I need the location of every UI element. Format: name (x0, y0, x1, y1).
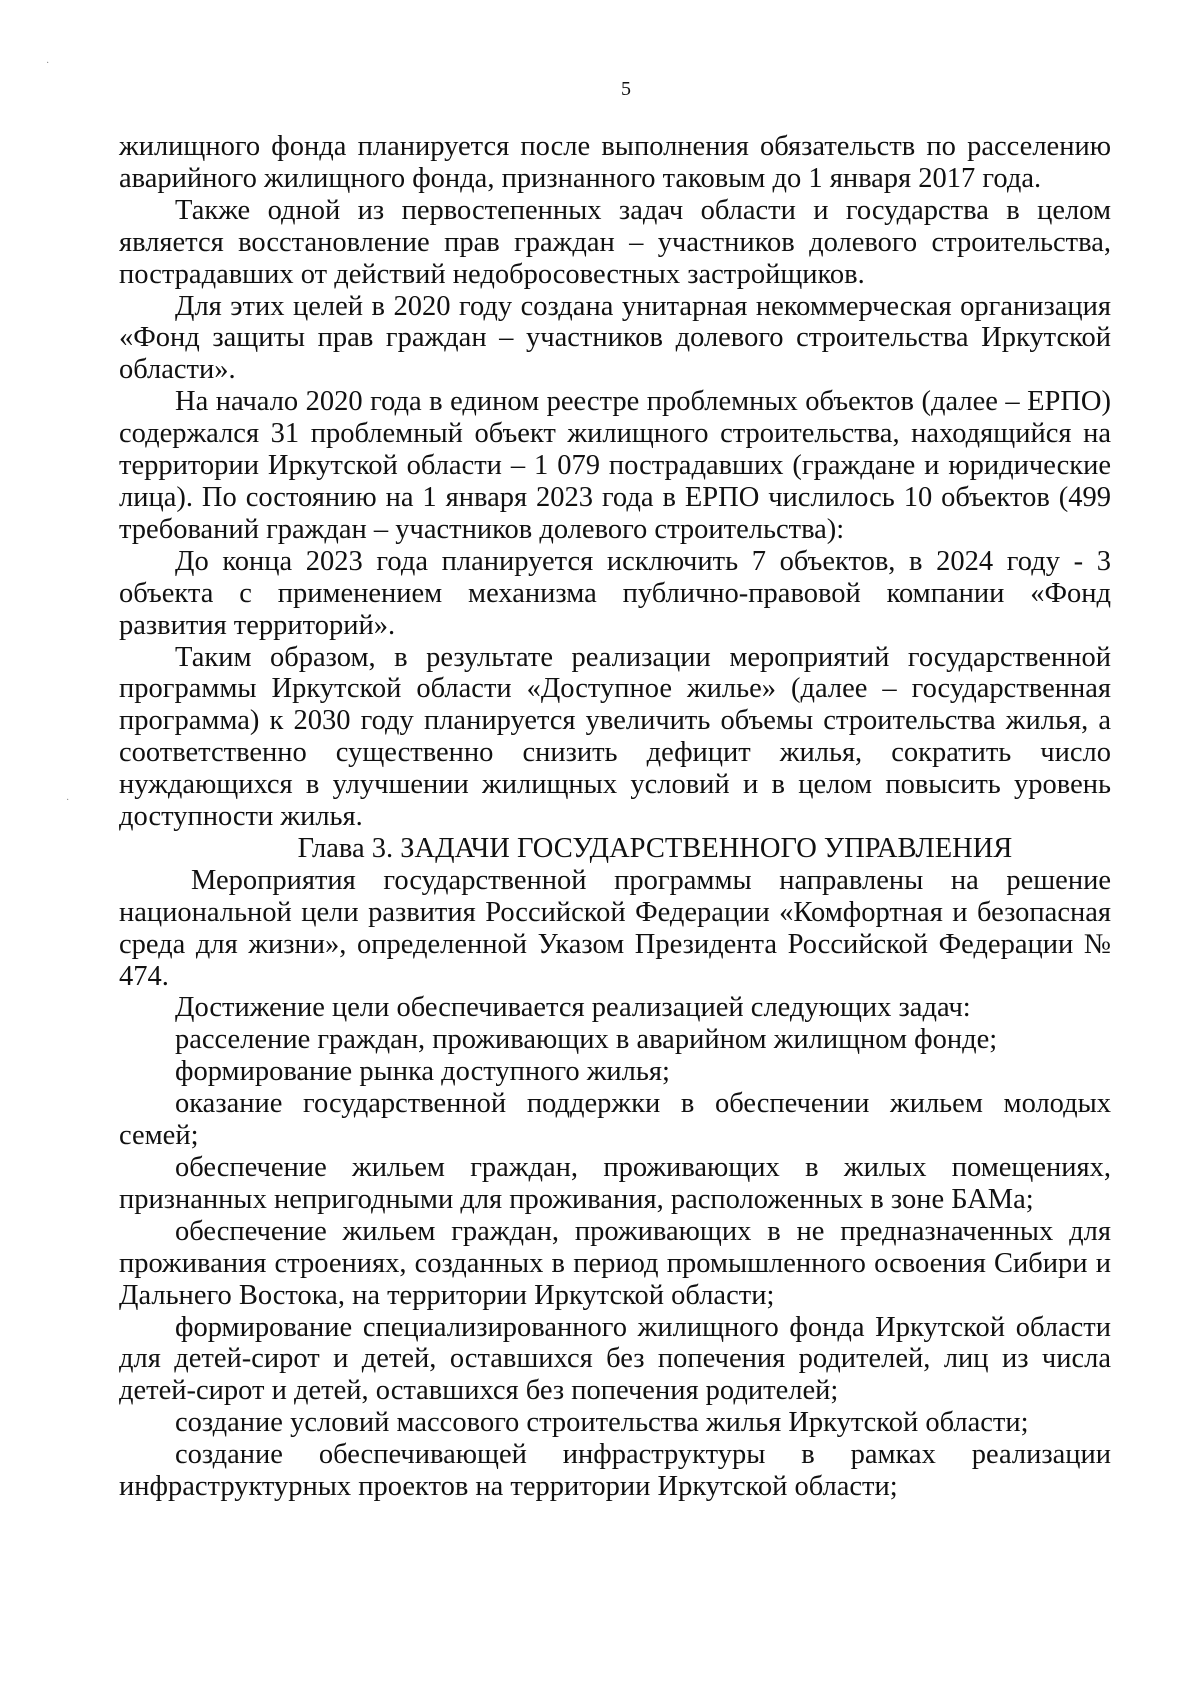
list-item: обеспечение жильем граждан, проживающих в не предназначенных для проживания строениях, созданных в период промышленного освоения Сибири и Дальнего Востока, на территории Иркутской области; (119, 1215, 1111, 1311)
list-item: формирование рынка доступного жилья; (175, 1056, 670, 1088)
paragraph: Таким образом, в результате реализации мероприятий государственной программы Иркутской области «Доступное жилье» (далее – государственная программа) к 2030 году планируется увеличить объемы строительства жилья, а соответственно существенно снизить дефицит жилья, сократить число нуждающихся в улучшении жилищных условий и в целом повысить уровень доступности жилья. (119, 641, 1111, 833)
list-item: расселение граждан, проживающих в аварийном жилищном фонде; (175, 1024, 998, 1056)
list-item: создание обеспечивающей инфраструктуры в рамках реализации инфраструктурных проектов на территории Иркутской области; (119, 1439, 1111, 1503)
list-item: создание условий массового строительства жилья Иркутской области; (175, 1407, 1029, 1439)
paragraph: Мероприятия государственной программы направлены на решение национальной цели развития Российской Федерации «Комфортная и безопасная среда для жизни», определенной Указом Президента Российской Федерации № 474. (119, 864, 1111, 992)
paragraph: Для этих целей в 2020 году создана унитарная некоммерческая организация «Фонд защиты прав граждан – участников долевого строительства Иркутской области». (119, 290, 1111, 386)
list-item: оказание государственной поддержки в обеспечении жильем молодых семей; (119, 1088, 1111, 1152)
paragraph: На начало 2020 года в едином реестре проблемных объектов (далее – ЕРПО) содержался 31 проблемный объект жилищного строительства, находящийся на территории Иркутской области – 1 079 пострадавших (граждане и юридические лица). По состоянию на 1 января 2023 года в ЕРПО числилось 10 объектов (499 требований граждан – участников долевого строительства): (119, 386, 1111, 545)
list-item: обеспечение жильем граждан, проживающих в жилых помещениях, признанных непригодными для проживания, расположенных в зоне БАМа; (119, 1152, 1111, 1215)
paragraph: жилищного фонда планируется после выполнения обязательств по расселению аварийного жилищного фонда, признанного таковым до 1 января 2017 года. (119, 131, 1111, 194)
document-body (119, 131, 1111, 1503)
paragraph: До конца 2023 года планируется исключить 7 объектов, в 2024 году - 3 объекта с применением механизма публично-правовой компании «Фонд развития территорий». (119, 545, 1111, 641)
paragraph: Достижение цели обеспечивается реализацией следующих задач: (175, 992, 971, 1024)
scan-speck: · (66, 795, 70, 806)
paragraph: Также одной из первостепенных задач области и государства в целом является восстановление прав граждан – участников долевого строительства, пострадавших от действий недобросовестных застройщиков. (119, 194, 1111, 290)
scan-speck: · (46, 58, 50, 69)
page-number: 5 (621, 78, 631, 100)
chapter-heading: Глава 3. ЗАДАЧИ ГОСУДАРСТВЕННОГО УПРАВЛЕНИЯ (297, 832, 1013, 864)
list-item: формирование специализированного жилищного фонда Иркутской области для детей-сирот и детей, оставшихся без попечения родителей, лиц из числа детей-сирот и детей, оставшихся без попечения родителей; (119, 1311, 1111, 1407)
